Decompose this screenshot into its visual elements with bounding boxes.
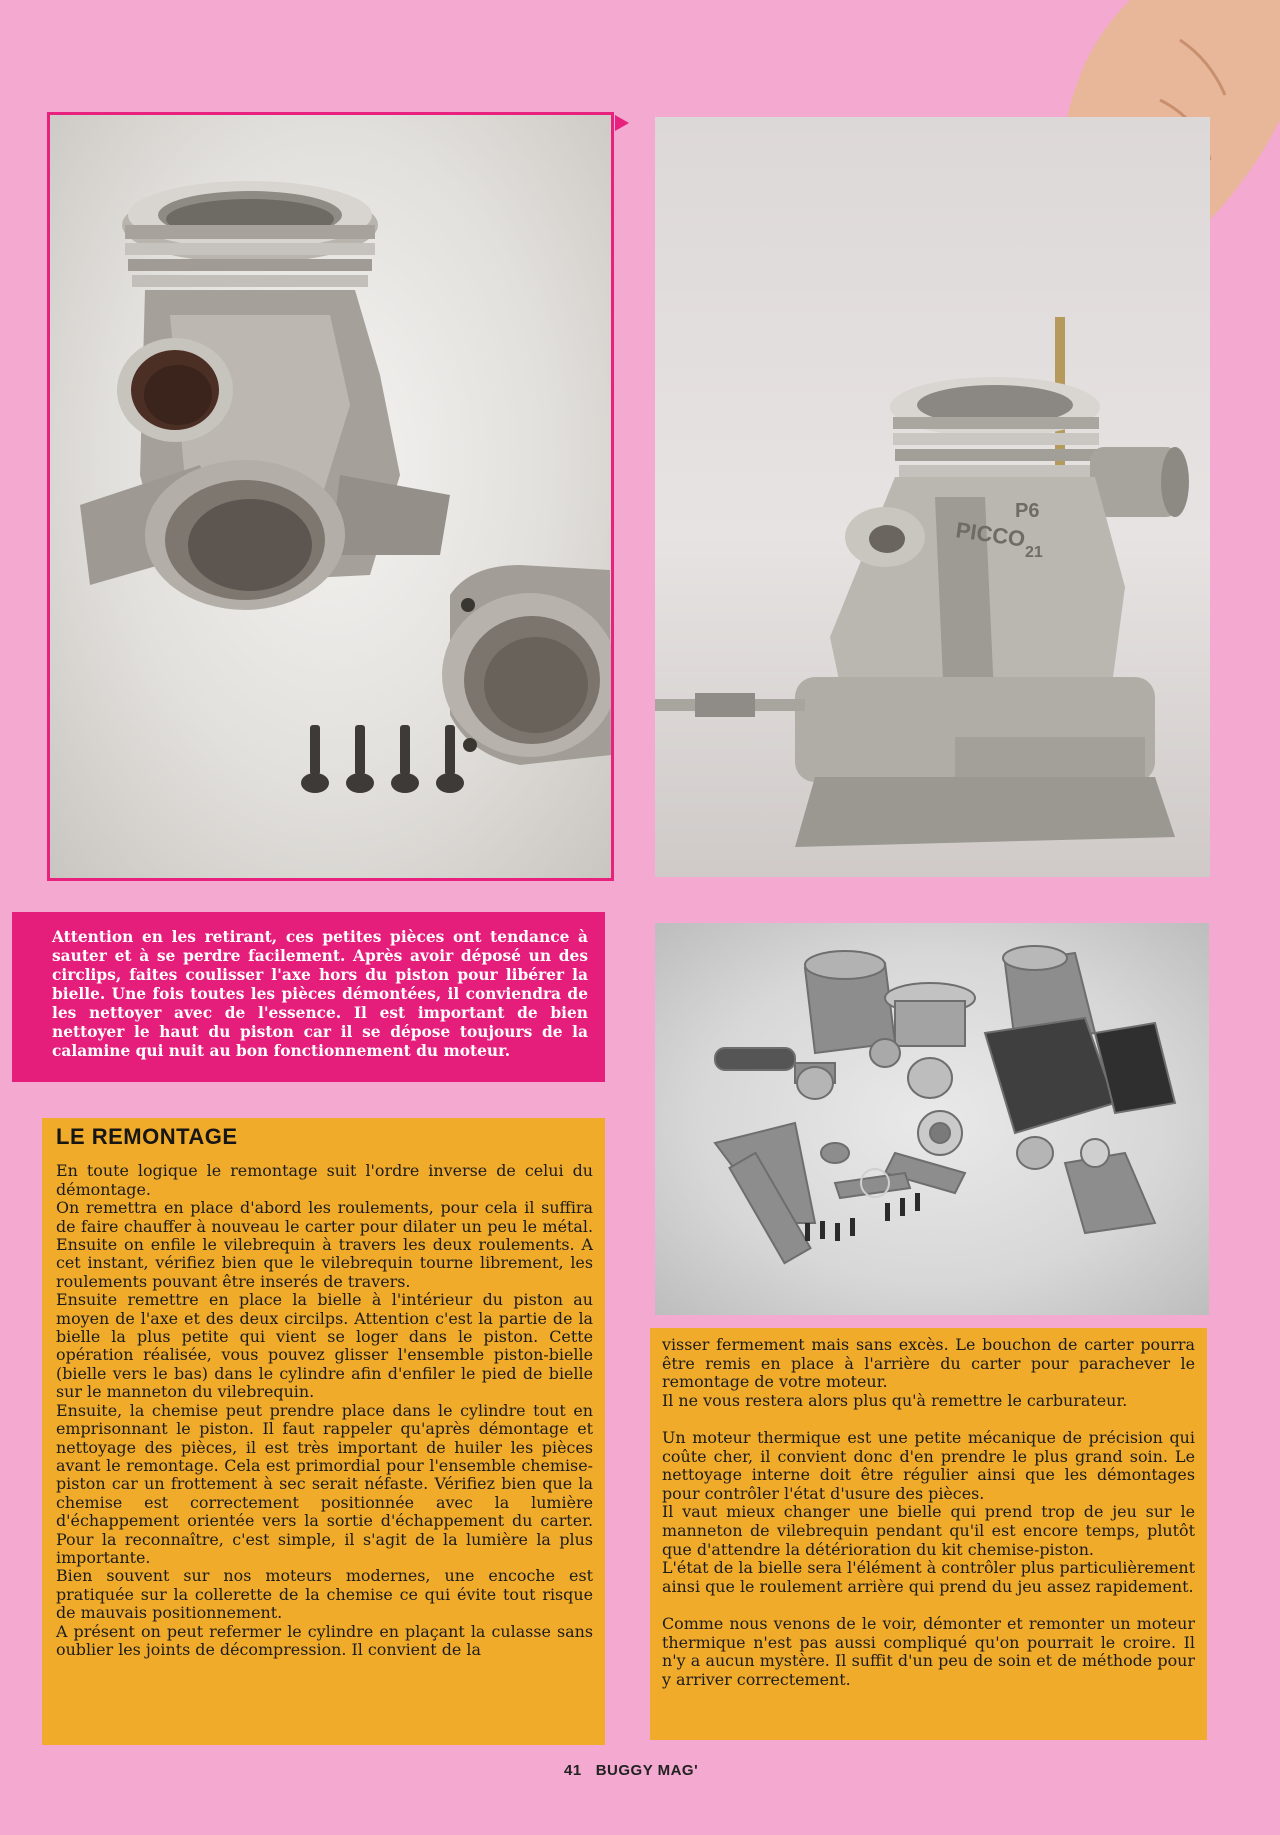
magazine-name: BUGGY MAG' [595, 1762, 699, 1779]
pointer-arrow-icon [615, 115, 629, 131]
photo-engine-piston [655, 117, 1210, 877]
engine-brand-marking: PICCO [954, 517, 1027, 552]
paragraph: On remettra en place d'abord les roulements, pour cela il suffira de faire chauffer à nouveau le carter pour dilater un peu le métal. Ensuite on enfile le vilebrequin à travers les deux roulements. A cet instant, vérifiez bien que le vilebrequin tourne librement, les roulements pouvant être inserés de travers. [56, 1198, 593, 1291]
section-heading: LE REMONTAGE [56, 1124, 238, 1149]
article-continued [650, 1328, 1207, 1740]
paragraph: A présent on peut refermer le cylindre en plaçant la culasse sans oublier les joints de décompression. Il convient de la [56, 1621, 593, 1659]
engine-model-marking: P6 [1015, 500, 1040, 522]
paragraph: L'état de la bielle sera l'élément à contrôler plus particulièrement ainsi que le roulement arrière qui prend du jeu assez rapidement. [662, 1558, 1195, 1596]
page-number: 41 [564, 1762, 582, 1779]
paragraph: Bien souvent sur nos moteurs modernes, une encoche est pratiquée sur la collerette de la chemise ce qui évite tout risque de mauvais positionnement. [56, 1566, 593, 1623]
photo-exploded-engine-parts [655, 923, 1209, 1315]
paragraph: Un moteur thermique est une petite mécanique de précision qui coûte cher, il convient donc d'en prendre le plus grand soin. Le nettoyage interne doit être régulier ainsi que les démontages pour contrôler l'état d'usure des pièces. [662, 1427, 1195, 1503]
engine-size-marking: 21 [1025, 544, 1043, 561]
paragraph: En toute logique le remontage suit l'ordre inverse de celui du démontage. [56, 1161, 593, 1199]
photo-caption [12, 912, 605, 1082]
caption-text: Attention en les retirant, ces petites pièces ont tendance à sauter et à se perdre facilement. Après avoir déposé un des circlips, faites coulisser l'axe hors du piston pour libérer la bielle. Une fois toutes les pièces démontées, il conviendra de les nettoyer avec de l'essence. Il est important de bien nettoyer le haut du piston car il se dépose toujours de la calamine qui nuit au bon fonctionnement du moteur. [52, 928, 588, 1060]
page-footer [564, 1762, 698, 1779]
paragraph: Ensuite, la chemise peut prendre place dans le cylindre tout en emprisonnant le piston. Il faut rappeler qu'après démontage et nettoyage des pièces, il est très important de huiler les pièces avant le remontage. Cela est primordial pour l'ensemble chemise-piston car un frottement à sec serait néfaste. Vérifiez bien que la chemise est correctement positionnée avec la lumière d'échappement orientée vers la sortie d'échappement du carter. Pour la reconnaître, c'est simple, il s'agit de la lumière la plus importante. [56, 1400, 593, 1567]
paragraph: Il ne vous restera alors plus qu'à remettre le carburateur. [662, 1390, 1128, 1410]
paragraph: Comme nous venons de le voir, démonter et remonter un moteur thermique n'est pas aussi compliqué qu'on pourrait le croire. Il n'y a aucun mystère. Il suffit d'un peu de soin et de méthode pour y arriver correctement. [662, 1613, 1195, 1689]
photo-crankcase-parts [47, 112, 614, 881]
paragraph: Il vaut mieux changer une bielle qui prend trop de jeu sur le manneton de vilebrequin pendant qu'il est encore temps, plutôt que d'attendre la détérioration du kit chemise-piston. [662, 1502, 1195, 1559]
paragraph: Ensuite remettre en place la bielle à l'intérieur du piston au moyen de l'axe et des deux circilps. Attention c'est la partie de la bielle la plus petite qui vient se loger dans le piston. Cette opération réalisée, vous pouvez glisser l'ensemble piston-bielle (bielle vers le bas) dans le cylindre afin d'enfiler le pied de bielle sur le manneton du vilebrequin. [56, 1290, 593, 1402]
article-remontage [42, 1118, 605, 1745]
paragraph: visser fermement mais sans excès. Le bouchon de carter pourra être remis en place à l'arrière du carter pour parachever le remontage de votre moteur. [662, 1335, 1195, 1392]
